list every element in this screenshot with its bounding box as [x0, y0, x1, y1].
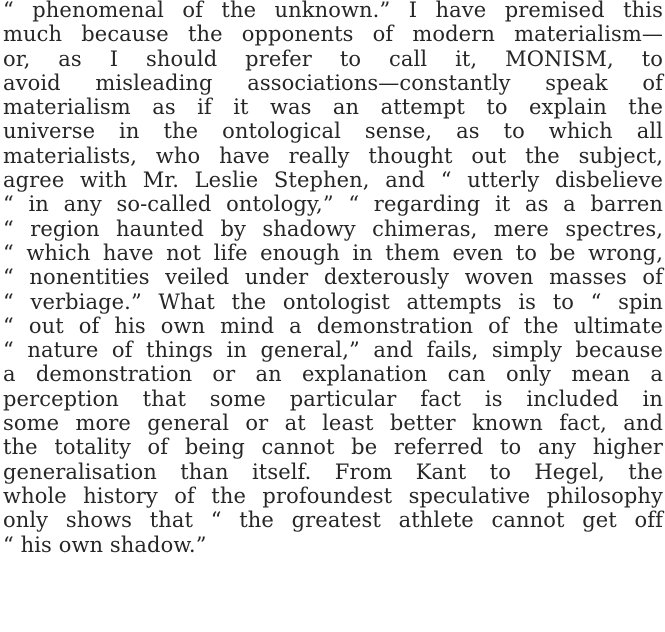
text-line: universe in the ontological sense, as to which all — [3, 119, 663, 144]
text-line: “ in any so-called ontology,” “ regarding it as a barren — [3, 192, 663, 217]
text-line: agree with Mr. Leslie Stephen, and “ utterly disbelieve — [3, 168, 663, 193]
text-line: perception that some particular fact is included in — [3, 386, 663, 411]
text-line: whole history of the profoundest speculative philosophy — [3, 483, 663, 508]
text-line: “ nonentities veiled under dexterously woven masses of — [3, 265, 663, 290]
text-line: a demonstration or an explanation can only mean a — [3, 362, 663, 387]
text-line: materialists, who have really thought out the subject, — [3, 143, 663, 168]
text-line: the totality of being cannot be referred to any higher — [3, 435, 663, 460]
text-line: “ which have not life enough in them even to be wrong, — [3, 240, 663, 265]
text-line: avoid misleading associations—constantly speak of — [3, 70, 663, 95]
text-line: “ out of his own mind a demonstration of the ultimate — [3, 313, 663, 338]
text-line: “ nature of things in general,” and fails, simply because — [3, 338, 663, 363]
text-line: “ phenomenal of the unknown.” I have premised this — [3, 0, 663, 22]
text-line: “ region haunted by shadowy chimeras, mere spectres, — [3, 216, 663, 241]
text-line: or, as I should prefer to call it, MONISM, to — [3, 46, 663, 71]
text-line: “ his own shadow.” — [3, 532, 207, 557]
text-line: some more general or at least better known fact, and — [3, 411, 663, 436]
text-line: “ verbiage.” What the ontologist attempts is to “ spin — [3, 289, 663, 314]
body-paragraph — [3, 0, 663, 557]
text-line: materialism as if it was an attempt to explain the — [3, 95, 663, 120]
text-line: much because the opponents of modern materialism— — [3, 22, 663, 47]
text-line: only shows that “ the greatest athlete cannot get off — [3, 508, 663, 533]
text-line: generalisation than itself. From Kant to Hegel, the — [3, 459, 663, 484]
